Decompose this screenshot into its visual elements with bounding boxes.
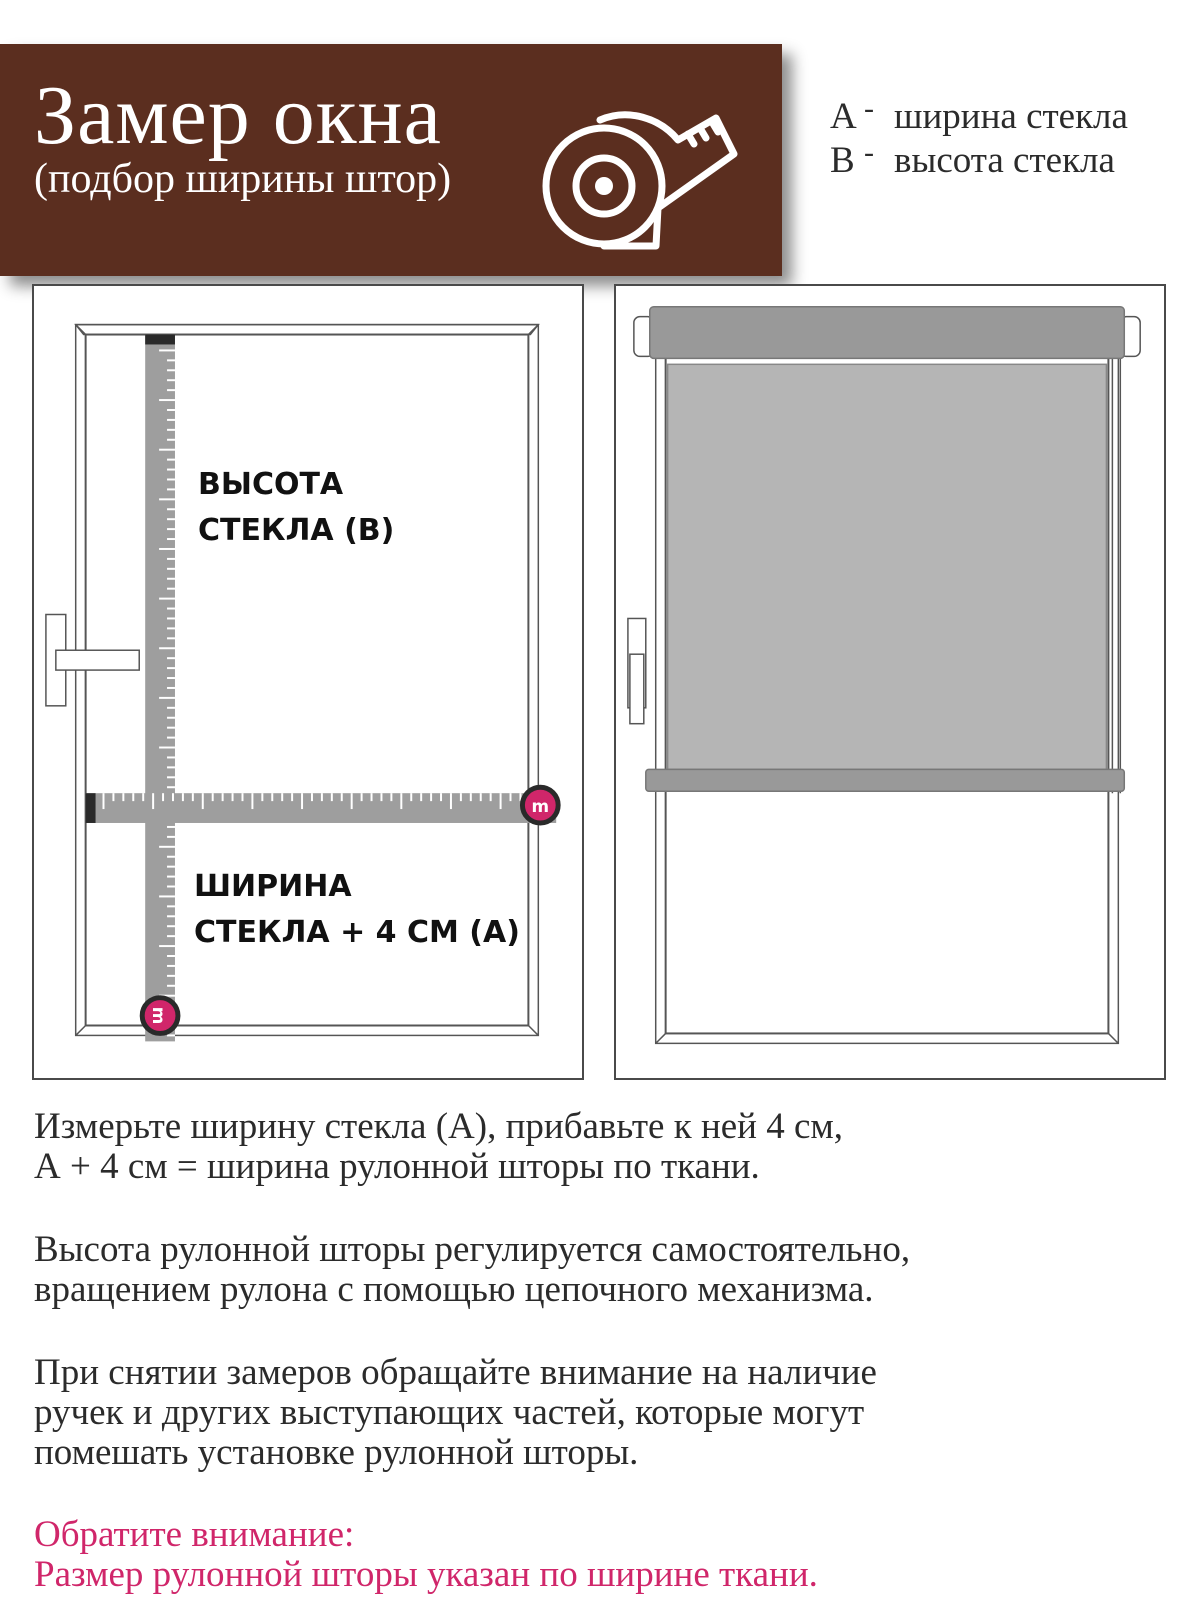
note-text: Размер рулонной шторы указан по ширине ткани.: [34, 1554, 818, 1595]
window-frame-drawing: [34, 286, 582, 1078]
width-label-line: СТЕКЛА + 4 СМ (А): [194, 915, 520, 950]
instruction-paragraph-2: [34, 1230, 910, 1310]
text-line: помешать установке рулонной шторы.: [34, 1432, 639, 1473]
instruction-paragraph-3: [34, 1353, 877, 1473]
legend-dash: -: [864, 92, 874, 125]
attention-note: [34, 1515, 818, 1595]
tape-badge-vertical: m: [149, 1006, 170, 1025]
page-subtitle: (подбор ширины штор): [34, 156, 452, 202]
height-label-line: ВЫСОТА: [198, 467, 344, 502]
roller-blind-diagram: [614, 284, 1166, 1080]
text-line: При снятии замеров обращайте внимание на наличие: [34, 1352, 877, 1393]
legend-letter: А: [830, 96, 857, 137]
note-heading: Обратите внимание:: [34, 1514, 355, 1555]
legend-letter: В: [830, 140, 855, 181]
window-measure-diagram: [32, 284, 584, 1080]
header-banner: [0, 44, 782, 276]
height-label: [198, 462, 394, 554]
legend-text: высота стекла: [894, 140, 1115, 181]
text-line: вращением рулона с помощью цепочного механизма.: [34, 1269, 874, 1310]
width-label-line: ШИРИНА: [194, 869, 352, 904]
instruction-paragraph-1: [34, 1107, 843, 1187]
width-label: [194, 864, 520, 956]
legend-item-height: [830, 136, 1128, 184]
roller-blind-drawing: [616, 286, 1164, 1078]
height-label-line: СТЕКЛА (В): [198, 513, 395, 548]
tape-badge-horizontal: m: [531, 796, 550, 817]
text-line: А + 4 см = ширина рулонной шторы по ткани.: [34, 1146, 760, 1187]
legend-text: ширина стекла: [894, 96, 1128, 137]
text-line: ручек и других выступающих частей, которые могут: [34, 1392, 865, 1433]
tape-measure-icon: [538, 78, 738, 258]
text-line: Измерьте ширину стекла (А), прибавьте к ней 4 см,: [34, 1106, 844, 1147]
legend-dash: -: [864, 136, 874, 169]
legend: [830, 92, 1128, 184]
page-title: Замер окна: [34, 69, 442, 162]
text-line: Высота рулонной шторы регулируется самостоятельно,: [34, 1229, 911, 1270]
